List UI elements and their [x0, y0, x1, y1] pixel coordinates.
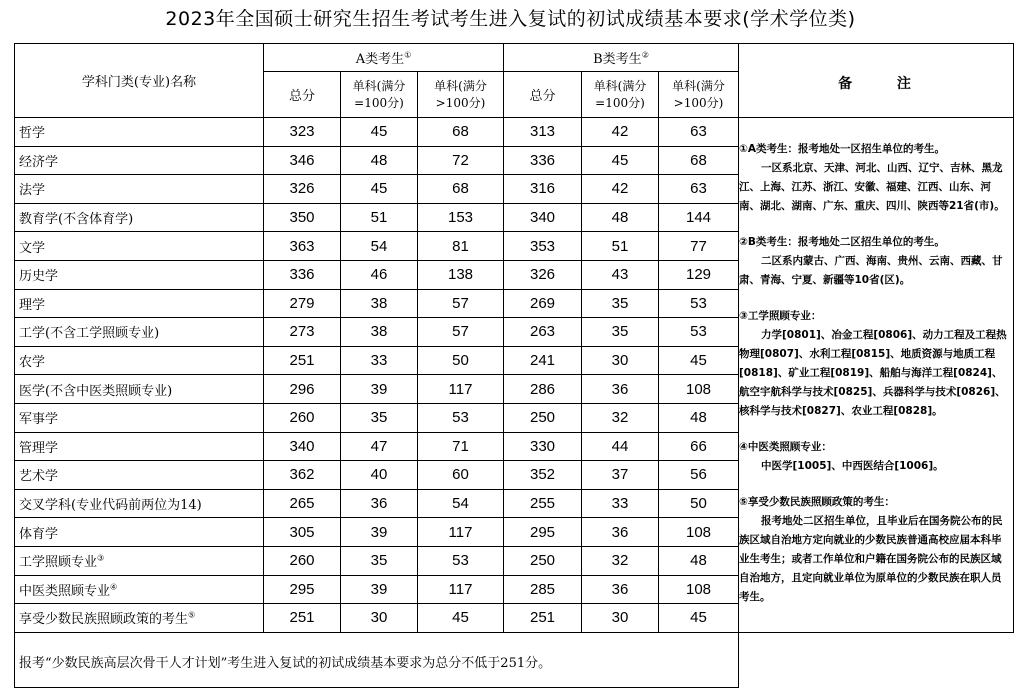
note-4: ④中医类照顾专业： 中医学[1005]、中西医结合[1006]。 — [739, 441, 944, 472]
b-score-cell: 326 — [504, 260, 582, 289]
a-score-cell: 81 — [418, 232, 504, 261]
a-score-cell: 117 — [418, 518, 504, 547]
b-score-cell: 44 — [582, 432, 659, 461]
b-score-cell: 32 — [582, 403, 659, 432]
subject-cell: 教育学(不含体育学) — [15, 203, 264, 232]
a-total-header: 总分 — [264, 72, 341, 118]
a-score-cell: 38 — [341, 289, 418, 318]
a-score-cell: 251 — [264, 346, 341, 375]
subject-cell: 工学(不含工学照顾专业) — [15, 318, 264, 347]
a-score-cell: 35 — [341, 403, 418, 432]
b-score-cell: 48 — [659, 403, 739, 432]
subject-cell: 中医类照顾专业④ — [15, 575, 264, 604]
b-score-cell: 316 — [504, 175, 582, 204]
a-score-cell: 68 — [418, 118, 504, 147]
a-score-cell: 117 — [418, 575, 504, 604]
remarks-title: 备 注 — [838, 76, 911, 92]
b-score-cell: 108 — [659, 575, 739, 604]
b-score-cell: 36 — [582, 518, 659, 547]
a-score-cell: 57 — [418, 289, 504, 318]
subject-cell: 医学(不含中医类照顾专业) — [15, 375, 264, 404]
b-score-cell: 241 — [504, 346, 582, 375]
note-1: ①A类考生：报考地处一区招生单位的考生。 一区系北京、天津、河北、山西、辽宁、吉林、黑龙江、上海、江苏、浙江、安徽、福建、江西、山东、河南、湖北、湖南、广东、重庆、四川、陕西等21省(市)。 — [739, 143, 1005, 212]
a-score-cell: 326 — [264, 175, 341, 204]
a-score-cell: 45 — [341, 175, 418, 204]
a-score-cell: 39 — [341, 518, 418, 547]
a-score-cell: 39 — [341, 375, 418, 404]
b-score-cell: 36 — [582, 575, 659, 604]
b-score-cell: 250 — [504, 546, 582, 575]
a-score-cell: 57 — [418, 318, 504, 347]
a-score-cell: 260 — [264, 403, 341, 432]
a-score-cell: 362 — [264, 461, 341, 490]
b-score-cell: 313 — [504, 118, 582, 147]
b-singlegt100-header: 单科(满分 >100分) — [659, 72, 739, 118]
a-score-cell: 71 — [418, 432, 504, 461]
b-score-cell: 77 — [659, 232, 739, 261]
a-score-cell: 50 — [418, 346, 504, 375]
a-score-cell: 340 — [264, 432, 341, 461]
b-score-cell: 35 — [582, 318, 659, 347]
b-score-cell: 42 — [582, 175, 659, 204]
page-title: 2023年全国硕士研究生招生考试考生进入复试的初试成绩基本要求(学术学位类) — [165, 8, 856, 30]
a-score-cell: 54 — [418, 489, 504, 518]
b-score-cell: 48 — [659, 546, 739, 575]
b-score-cell: 108 — [659, 375, 739, 404]
a-score-cell: 53 — [418, 403, 504, 432]
b-score-cell: 53 — [659, 289, 739, 318]
b-score-cell: 42 — [582, 118, 659, 147]
subject-cell: 军事学 — [15, 403, 264, 432]
note-3: ③工学照顾专业： 力学[0801]、冶金工程[0806]、动力工程及工程热物理[0807]、水利工程[0815]、地质资源与地质工程[0818]、矿业工程[0819]、船舶与海洋工程[0824]、航空宇航科学与技术[0825]、兵器科学与技术[0826]、核科学与技术[0827]、农业工程[0828]。 — [739, 310, 1007, 417]
b-score-cell: 269 — [504, 289, 582, 318]
subject-cell: 法学 — [15, 175, 264, 204]
note-2: ②B类考生：报考地处二区招生单位的考生。 二区系内蒙古、广西、海南、贵州、云南、西藏、甘肃、青海、宁夏、新疆等10省(区)。 — [739, 236, 1003, 286]
a-score-cell: 45 — [341, 118, 418, 147]
a-score-cell: 260 — [264, 546, 341, 575]
a-score-cell: 273 — [264, 318, 341, 347]
b-score-cell: 285 — [504, 575, 582, 604]
b-score-cell: 45 — [659, 604, 739, 633]
a-score-cell: 251 — [264, 604, 341, 633]
a-score-cell: 35 — [341, 546, 418, 575]
note-5: ⑤享受少数民族照顾政策的考生： 报考地处二区招生单位，且毕业后在国务院公布的民族区域自治地方定向就业的少数民族普通高校应届本科毕业生考生；或者工作单位和户籍在国务院公布的民族区域自治地方，且定向就业单位为原单位的少数民族在职人员考生。 — [739, 496, 1003, 603]
b-score-cell: 45 — [582, 146, 659, 175]
a-score-cell: 53 — [418, 546, 504, 575]
b-score-cell: 51 — [582, 232, 659, 261]
b-score-cell: 108 — [659, 518, 739, 547]
remarks-notes — [739, 140, 1011, 624]
a-score-cell: 39 — [341, 575, 418, 604]
a-score-cell: 350 — [264, 203, 341, 232]
b-score-cell: 255 — [504, 489, 582, 518]
a-score-cell: 68 — [418, 175, 504, 204]
a-single100-header: 单科(满分 =100分) — [341, 72, 418, 118]
a-score-cell: 336 — [264, 260, 341, 289]
subject-cell: 经济学 — [15, 146, 264, 175]
b-score-cell: 251 — [504, 604, 582, 633]
a-score-cell: 72 — [418, 146, 504, 175]
b-score-cell: 336 — [504, 146, 582, 175]
b-score-cell: 36 — [582, 375, 659, 404]
a-score-cell: 323 — [264, 118, 341, 147]
a-score-cell: 36 — [341, 489, 418, 518]
b-score-cell: 32 — [582, 546, 659, 575]
b-score-cell: 48 — [582, 203, 659, 232]
b-score-cell: 129 — [659, 260, 739, 289]
a-score-cell: 46 — [341, 260, 418, 289]
a-score-cell: 296 — [264, 375, 341, 404]
subject-cell: 管理学 — [15, 432, 264, 461]
b-score-cell: 30 — [582, 604, 659, 633]
a-score-cell: 346 — [264, 146, 341, 175]
subject-cell: 理学 — [15, 289, 264, 318]
b-score-cell: 66 — [659, 432, 739, 461]
a-score-cell: 51 — [341, 203, 418, 232]
b-score-cell: 37 — [582, 461, 659, 490]
group-a-header: A类考生① — [264, 44, 504, 72]
subject-cell: 文学 — [15, 232, 264, 261]
b-score-cell: 35 — [582, 289, 659, 318]
b-score-cell: 30 — [582, 346, 659, 375]
subject-cell: 历史学 — [15, 260, 264, 289]
subject-cell: 哲学 — [15, 118, 264, 147]
b-score-cell: 144 — [659, 203, 739, 232]
a-score-cell: 305 — [264, 518, 341, 547]
b-score-cell: 330 — [504, 432, 582, 461]
b-score-cell: 43 — [582, 260, 659, 289]
b-score-cell: 45 — [659, 346, 739, 375]
a-singlegt100-header: 单科(满分 >100分) — [418, 72, 504, 118]
a-score-cell: 279 — [264, 289, 341, 318]
b-score-cell: 53 — [659, 318, 739, 347]
subject-header: 学科门类(专业)名称 — [15, 44, 264, 118]
a-score-cell: 295 — [264, 575, 341, 604]
subject-cell: 工学照顾专业③ — [15, 546, 264, 575]
a-score-cell: 33 — [341, 346, 418, 375]
b-score-cell: 250 — [504, 403, 582, 432]
b-score-cell: 286 — [504, 375, 582, 404]
b-score-cell: 56 — [659, 461, 739, 490]
subject-cell: 享受少数民族照顾政策的考生⑤ — [15, 604, 264, 633]
b-score-cell: 353 — [504, 232, 582, 261]
a-score-cell: 138 — [418, 260, 504, 289]
a-score-cell: 153 — [418, 203, 504, 232]
footer-note: 报考“少数民族高层次骨干人才计划”考生进入复试的初试成绩基本要求为总分不低于251分。 — [19, 656, 552, 671]
subject-cell: 交叉学科(专业代码前两位为14) — [15, 489, 264, 518]
a-score-cell: 117 — [418, 375, 504, 404]
a-score-cell: 265 — [264, 489, 341, 518]
a-score-cell: 60 — [418, 461, 504, 490]
subject-cell: 农学 — [15, 346, 264, 375]
b-single100-header: 单科(满分 =100分) — [582, 72, 659, 118]
group-b-header: B类考生② — [504, 44, 739, 72]
b-score-cell: 50 — [659, 489, 739, 518]
a-score-cell: 47 — [341, 432, 418, 461]
b-score-cell: 263 — [504, 318, 582, 347]
b-score-cell: 33 — [582, 489, 659, 518]
b-total-header: 总分 — [504, 72, 582, 118]
b-score-cell: 352 — [504, 461, 582, 490]
a-score-cell: 30 — [341, 604, 418, 633]
a-score-cell: 45 — [418, 604, 504, 633]
subject-cell: 艺术学 — [15, 461, 264, 490]
a-score-cell: 363 — [264, 232, 341, 261]
b-score-cell: 63 — [659, 175, 739, 204]
a-score-cell: 48 — [341, 146, 418, 175]
a-score-cell: 40 — [341, 461, 418, 490]
b-score-cell: 68 — [659, 146, 739, 175]
a-score-cell: 54 — [341, 232, 418, 261]
subject-cell: 体育学 — [15, 518, 264, 547]
a-score-cell: 38 — [341, 318, 418, 347]
b-score-cell: 63 — [659, 118, 739, 147]
b-score-cell: 295 — [504, 518, 582, 547]
b-score-cell: 340 — [504, 203, 582, 232]
